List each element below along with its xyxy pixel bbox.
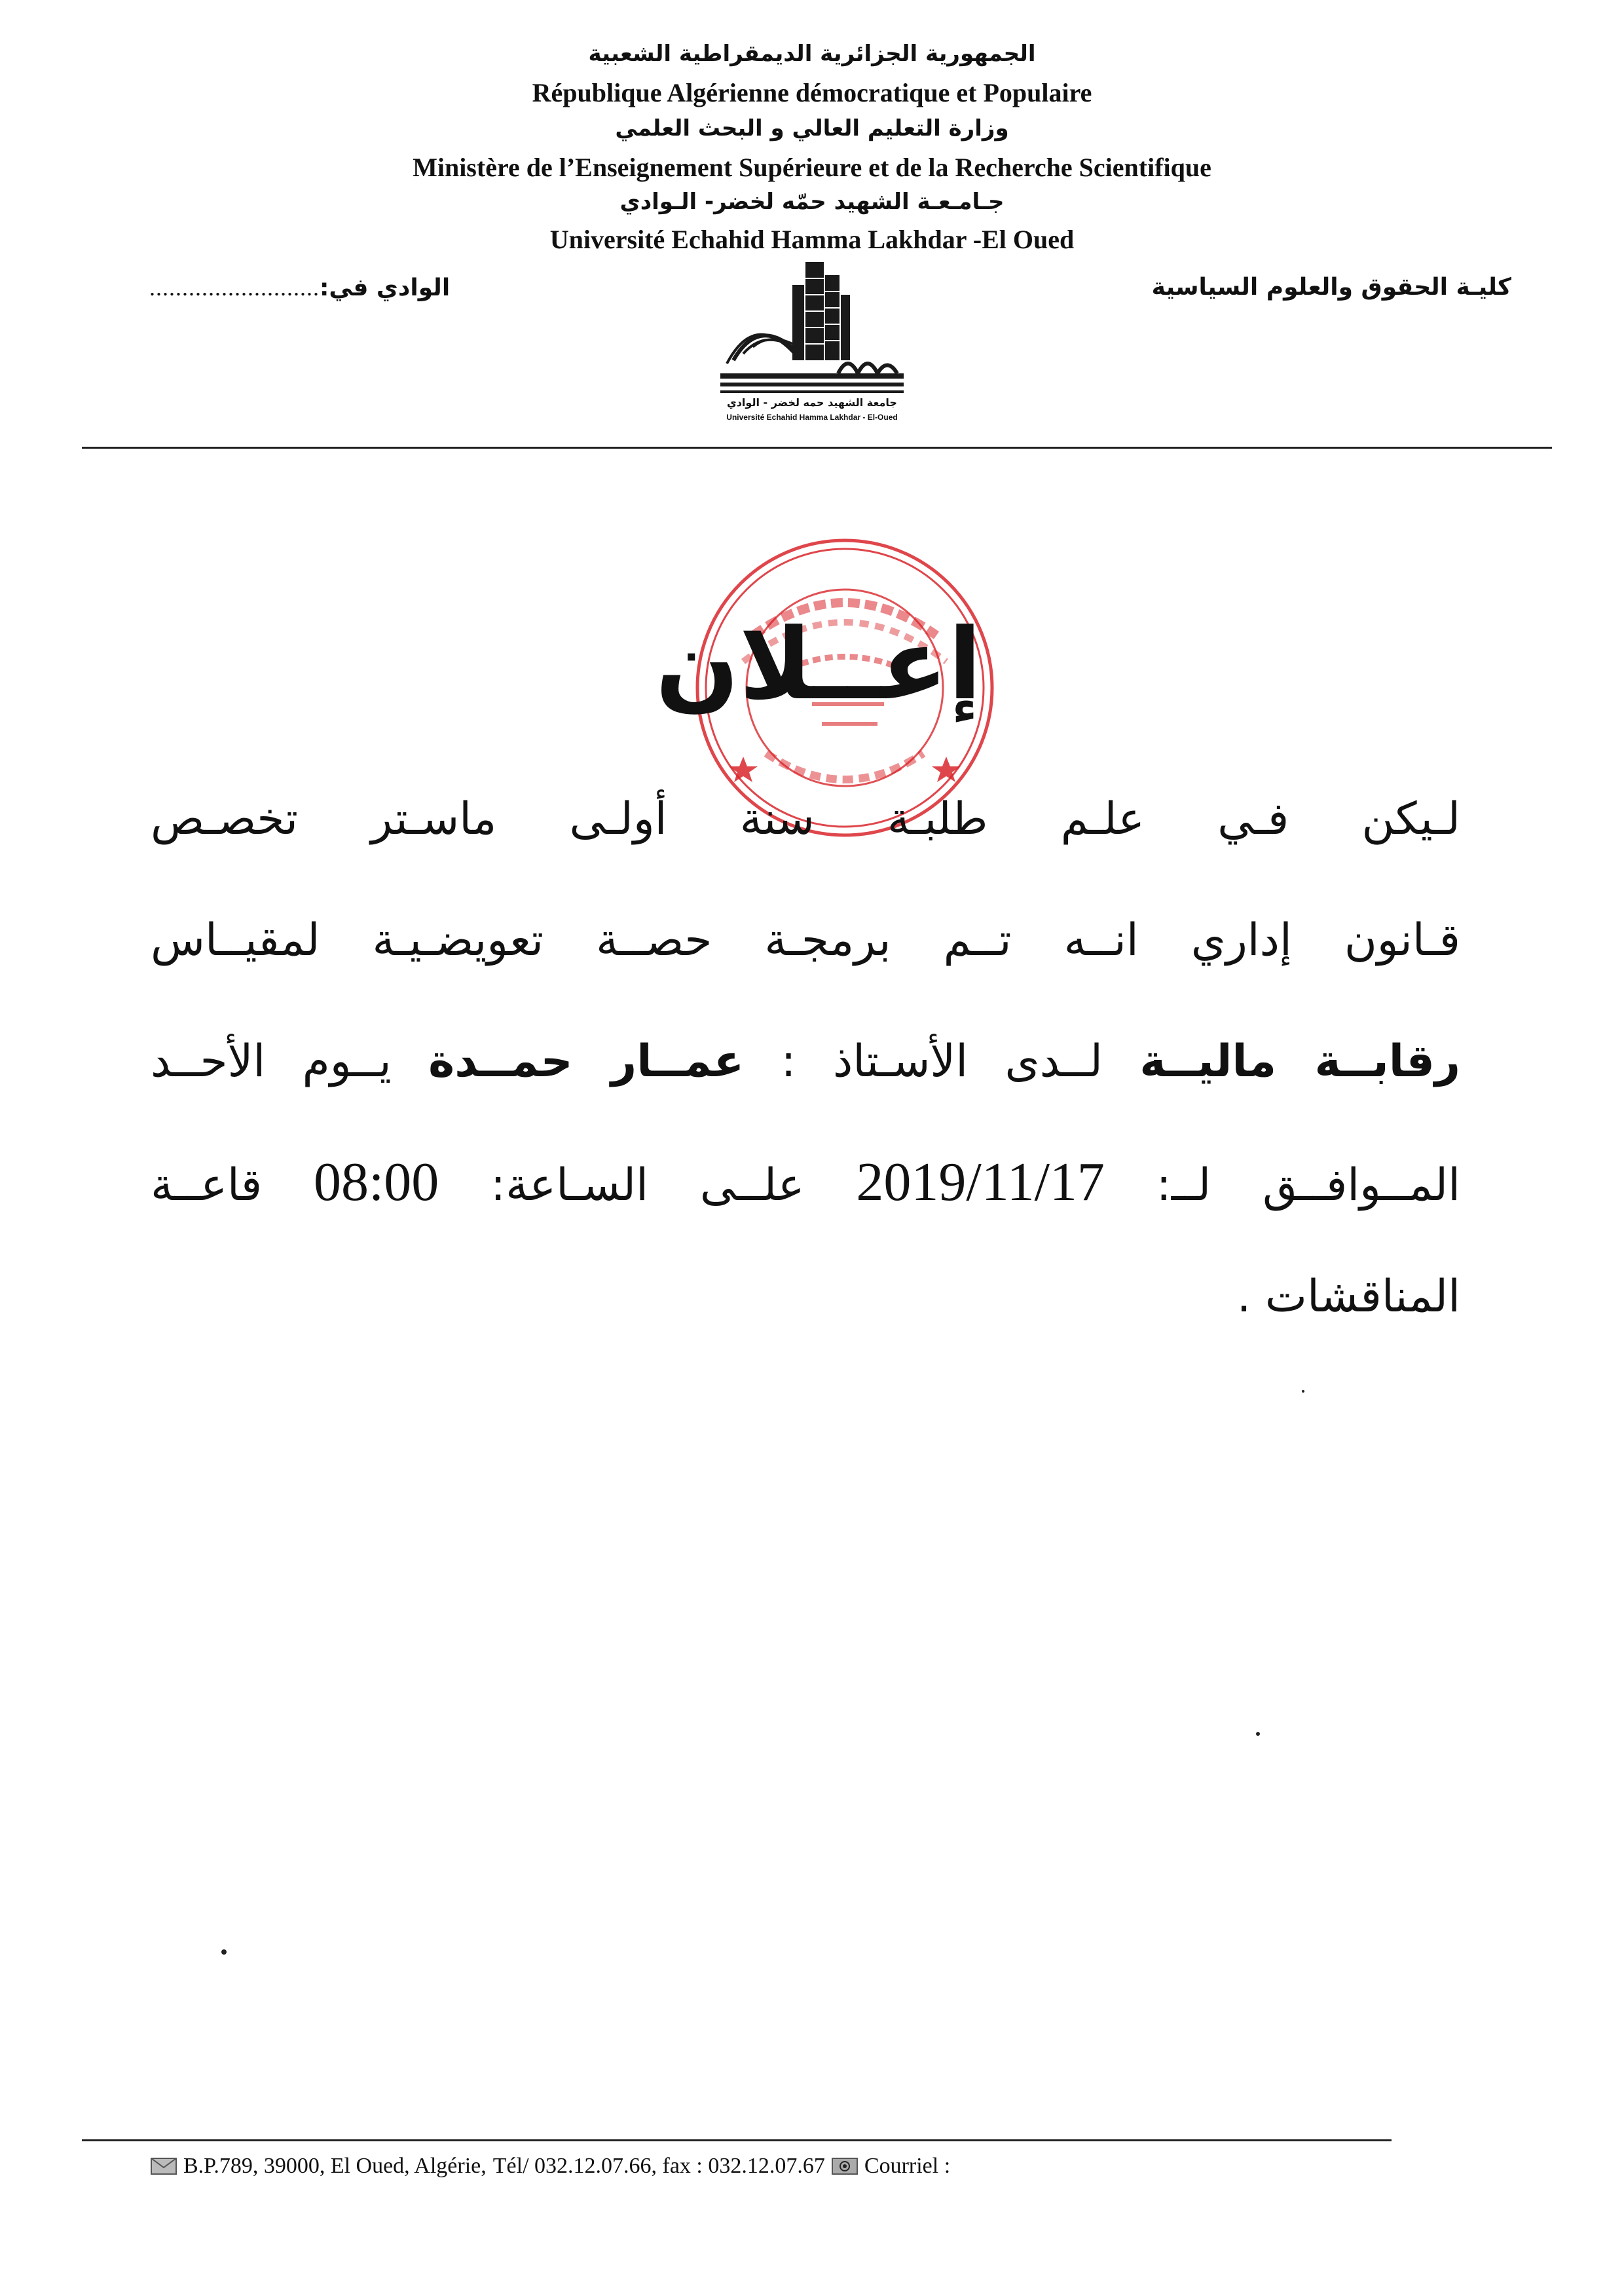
body-line-3	[151, 1035, 1460, 1089]
body-line-1: لـيكن فـي علـم طلبـة سنة أولـى ماسـتر تخصـص	[151, 793, 1460, 845]
teacher-name: عمــار حمــدة	[428, 1036, 745, 1087]
date-field	[149, 274, 450, 301]
date-label: الوادي في:	[320, 274, 451, 301]
republic-arabic: الجمهورية الجزائرية الديمقراطية الشعبية	[588, 41, 1036, 67]
university-french: Université Echahid Hamma Lakhdar -El Oued	[549, 225, 1075, 254]
scan-speck	[1302, 1390, 1304, 1393]
footer-address: B.P.789, 39000, El Oued, Algérie,	[183, 2154, 487, 2178]
university-logo-graphic	[707, 249, 917, 400]
body-line-4	[151, 1150, 1460, 1216]
time-prefix: علــى السـاعة:	[439, 1159, 857, 1211]
header-divider	[82, 447, 1552, 449]
body-line-2: قـانون إداري انــه تــم برمجـة حصــة تعويضـيـة لمقيــاس	[151, 914, 1460, 966]
logo-caption-arabic: جامعة الشهيد حمه لخضر - الوادي	[727, 396, 897, 409]
university-arabic: جـامـعـة الشهيد حمّه لخضر- الـوادي	[619, 189, 1005, 215]
day-text: يــوم الأحــد	[151, 1036, 429, 1087]
teacher-prefix: لــدى الأسـتاذ :	[744, 1036, 1140, 1087]
ministry-arabic: وزارة التعليم العالي و البحث العلمي	[615, 115, 1009, 141]
footer-email-label: Courriel :	[864, 2154, 951, 2178]
footer-contact	[151, 2154, 950, 2179]
date-dots: ..........................	[149, 274, 320, 301]
ministry-french: Ministère de l’Enseignement Supérieure et de la Recherche Scientifique	[413, 153, 1211, 182]
footer-divider	[82, 2139, 1392, 2141]
date-prefix: المــوافــق لــ:	[1104, 1159, 1460, 1211]
at-sign-icon	[832, 2156, 858, 2176]
footer-phone-fax: Tél/ 032.12.07.66, fax : 032.12.07.67	[492, 2154, 825, 2178]
republic-french: République Algérienne démocratique et Populaire	[532, 78, 1092, 107]
body-line-5: المناقشات .	[1236, 1271, 1460, 1323]
module-name: رقابــة ماليــة	[1139, 1036, 1460, 1087]
faculty-name: كليـة الحقوق والعلوم السياسية	[1151, 274, 1511, 301]
session-time: 08:00	[313, 1152, 439, 1212]
logo-caption-french: Université Echahid Hamma Lakhdar - El-Oued	[726, 413, 898, 422]
announcement-title: إعــلان	[655, 608, 982, 722]
room-prefix: قاعــة	[151, 1159, 314, 1211]
envelope-icon	[151, 2156, 177, 2176]
scan-speck	[221, 1949, 227, 1955]
scan-speck	[1256, 1732, 1260, 1736]
session-date: 2019/11/17	[856, 1152, 1105, 1212]
